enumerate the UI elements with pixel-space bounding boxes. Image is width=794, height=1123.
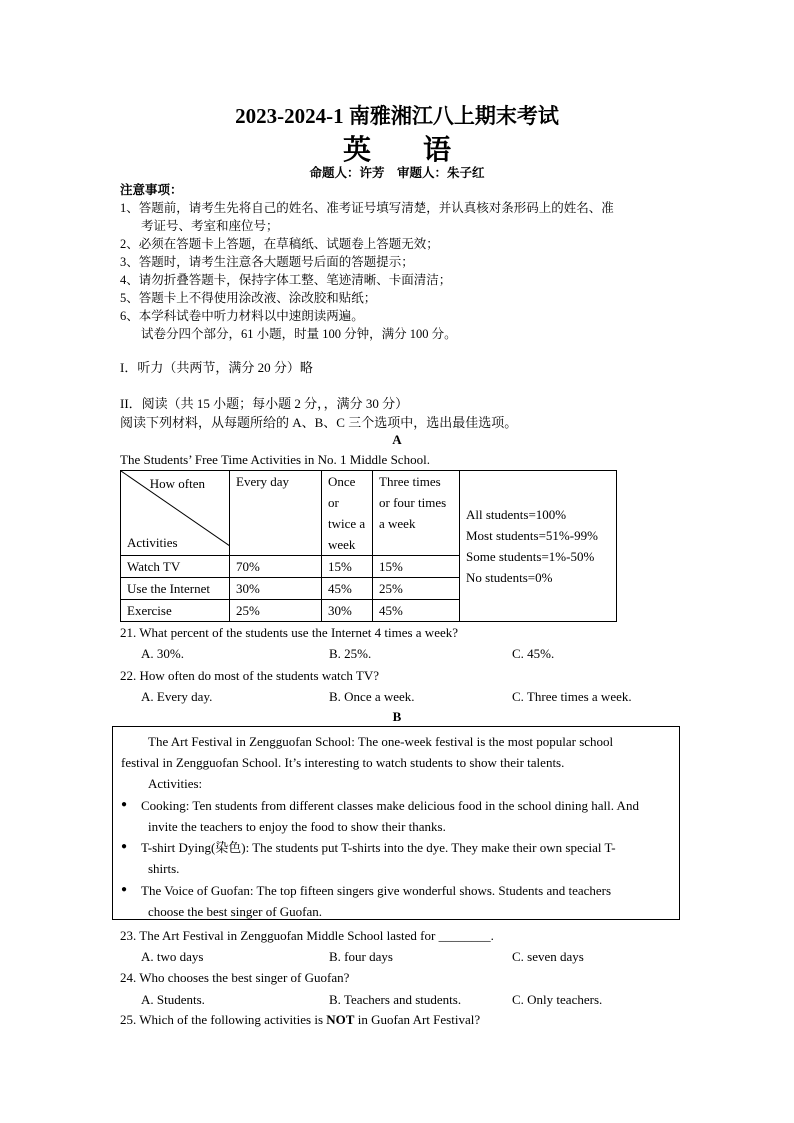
activities-table (120, 470, 617, 622)
question-24-option-a[interactable]: A. Students. (141, 992, 205, 1007)
header-how-often: How often (149, 476, 205, 491)
section-listening: I．听力（共两节，满分 20 分）略 (120, 360, 313, 375)
question-23-option-c[interactable]: C. seven days (512, 949, 584, 964)
table-corner-cell (121, 471, 230, 556)
notice-item-3: 3、答题时，请考生注意各大题题号后面的答题提示； (120, 255, 414, 269)
notice-item-5: 5、答题卡上不得使用涂改液、涂改胶和贴纸； (120, 291, 377, 305)
exam-title: 2023-2024-1 南雅湘江八上期末考试 (235, 104, 559, 128)
header-activities: Activities (127, 535, 178, 550)
notice-item-6: 6、本学科试卷中听力材料以中速朗读两遍。 (120, 309, 364, 323)
bullet-tshirt-line1: T-shirt Dying(染色): The students put T-shirts into the dye. They make their own special T- (141, 840, 616, 855)
notice-exam-info: 试卷分四个部分，61 小题，时量 100 分钟，满分 100 分。 (141, 327, 457, 341)
question-21-option-a[interactable]: A. 30%. (141, 646, 184, 661)
subject-char-2: 语 (423, 135, 452, 166)
passage-a-label: A (392, 432, 402, 447)
header-every-day: Every day (230, 471, 322, 556)
passage-b-intro-1: The Art Festival in Zengguofan School: The one-week festival is the most popular school (148, 734, 614, 749)
notice-item-2: 2、必须在答题卡上答题，在草稿纸、试题卷上答题无效； (120, 237, 439, 251)
question-22-option-b[interactable]: B. Once a week. (329, 689, 415, 704)
passage-b-activities-label: Activities: (148, 776, 203, 791)
header-three-four: Three times or four times a week (373, 471, 460, 556)
passage-a-caption: The Students’ Free Time Activities in No. 1 Middle School. (120, 452, 430, 467)
question-23-option-b[interactable]: B. four days (329, 949, 393, 964)
question-23-stem: 23. The Art Festival in Zengguofan Middle School lasted for ________. (120, 928, 494, 943)
legend-some: Some students=1%-50% (466, 549, 595, 564)
subject-title (0, 128, 794, 168)
legend-cell (460, 471, 617, 622)
bullet-cooking-line2: invite the teachers to enjoy the food to show their thanks. (148, 819, 446, 834)
question-22-option-a[interactable]: A. Every day. (141, 689, 213, 704)
notice-item-4: 4、请勿折叠答题卡，保持字体工整、笔迹清晰、卡面清洁； (120, 273, 452, 287)
legend-most: Most students=51%-99% (466, 528, 598, 543)
question-24-stem: 24. Who chooses the best singer of Guofan? (120, 970, 350, 985)
bullet-icon: ● (121, 841, 128, 852)
notice-item-1: 1、答题前，请考生先将自己的姓名、准考证号填写清楚，并认真核对条形码上的姓名、准 (120, 201, 614, 215)
notice-item-1-cont: 考证号、考室和座位号； (141, 219, 279, 233)
table-row: Exercise 25% 30% 45% (121, 600, 617, 622)
bullet-icon: ● (121, 799, 128, 810)
notice-heading: 注意事项： (120, 183, 183, 197)
table-row: Watch TV 70% 15% 15% (121, 556, 617, 578)
table-row: Use the Internet 30% 45% 25% (121, 578, 617, 600)
question-25-stem: 25. Which of the following activities is NOT in Guofan Art Festival? (120, 1012, 481, 1027)
question-23-option-a[interactable]: A. two days (141, 949, 204, 964)
legend-none: No students=0% (466, 570, 553, 585)
passage-b-box (112, 726, 680, 920)
header-once-twice: Once or twice a week (322, 471, 373, 556)
question-22-option-c[interactable]: C. Three times a week. (512, 689, 632, 704)
bullet-tshirt-line2: shirts. (148, 861, 180, 876)
question-22-stem: 22. How often do most of the students watch TV? (120, 668, 379, 683)
subject-char-1: 英 (342, 135, 371, 166)
passage-b-label: B (392, 709, 402, 724)
legend-all: All students=100% (466, 507, 567, 522)
question-21-stem: 21. What percent of the students use the Internet 4 times a week? (120, 625, 459, 640)
question-24-option-b[interactable]: B. Teachers and students. (329, 992, 462, 1007)
question-24-option-c[interactable]: C. Only teachers. (512, 992, 603, 1007)
bullet-voice-line1: The Voice of Guofan: The top fifteen singers give wonderful shows. Students and teachers (141, 883, 612, 898)
question-21-option-c[interactable]: C. 45%. (512, 646, 555, 661)
bullet-icon: ● (121, 884, 128, 895)
question-21-option-b[interactable]: B. 25%. (329, 646, 372, 661)
authors-line: 命题人：许芳 审题人：朱子红 (309, 166, 485, 180)
bullet-cooking-line1: Cooking: Ten students from different classes make delicious food in the school dining hall. And (141, 798, 639, 813)
passage-b-intro-2: festival in Zengguofan School. It’s interesting to watch students to show their talents. (121, 755, 565, 770)
bullet-voice-line2: choose the best singer of Guofan. (148, 904, 323, 919)
section-reading-title: II．阅读（共 15 小题；每小题 2 分，，满分 30 分） (120, 396, 409, 411)
section-reading-instruction: 阅读下列材料，从每题所给的 A、B、C 三个选项中，选出最佳选项。 (120, 415, 518, 430)
